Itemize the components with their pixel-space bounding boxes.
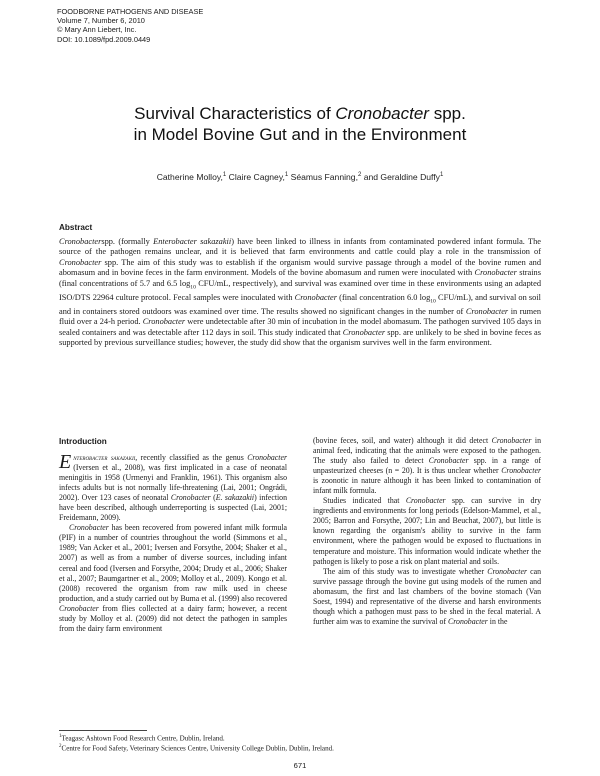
right-column <box>313 436 541 627</box>
genus-name: Cronobacter <box>405 496 446 506</box>
body-text: can survive passage through the bovine gut using models of the rumen and abomasum, the first and last chambers of the bovine stomach (Van Soest, 1994) and representative of the diverse and harsh environments though which a pathogen must pass to be shed in the fecal material. A further aim was to examine the survival of <box>313 566 541 626</box>
small-caps-lead: nterobacter sakazakii, <box>73 453 138 462</box>
abstract-body <box>59 237 541 348</box>
body-text: (bovine feces, soil, and water) although it did detect <box>313 436 492 445</box>
author-name: and Geraldine Duffy <box>363 172 440 182</box>
abstract-text: ) have been linked to illness in infants from contaminated powdered infant formula. The source of the pathogen remains unclear, and it is believed that farm environments and cattle could play a role in the transmission of <box>59 237 542 257</box>
footnote-marker: 2 <box>59 744 62 750</box>
journal-header <box>57 7 203 44</box>
abstract-text: strains (final concentrations of 5.7 and 6.5 log <box>59 268 541 288</box>
author-affiliation: 2 <box>357 172 362 179</box>
author-affiliation: 1 <box>284 172 289 179</box>
genus-name: Cronobacter <box>448 616 488 626</box>
genus-name: Cronobacter <box>501 466 541 476</box>
abstract-heading: Abstract <box>59 223 93 232</box>
footnote-marker: 1 <box>59 734 62 739</box>
body-text: spp. in a range of unpasteurized cheeses (n = 20). It is thus unclear whether <box>313 456 541 476</box>
intro-paragraph <box>313 436 541 496</box>
author-name: Claire Cagney, <box>228 172 285 182</box>
author-list <box>60 172 540 182</box>
title-line2: in Model Bovine Gut and in the Environment <box>133 125 467 144</box>
title-italic: Cronobacter <box>335 104 429 123</box>
abstract-text: spp. The aim of this study was to establish if the organism would survive passage through a model of the bovine rumen and abomasum and in bovine feces in the farm environment. Models of the bovine abomasum and rumen were inoculated with <box>59 257 541 278</box>
body-text: Studies indicated that <box>323 496 406 506</box>
footnote-divider <box>59 730 147 731</box>
body-text: (Iversen et al., 2008), was first implicated in a case of neonatal meningitis in 1958 (Urmenyi and Franklin, 1961). This organism also infects adults but is not normally life-threatening (Lai, 2001; Ongrádi, 2002). Over 123 cases of neonatal <box>59 463 287 503</box>
genus-name: Cronobacter <box>170 493 211 503</box>
body-text: in animal feed, indicating that the animals were exposed to the pathogen. The study also failed to detect <box>313 436 541 466</box>
footnotes <box>59 733 334 753</box>
journal-volume: Volume 7, Number 6, 2010 <box>57 16 145 26</box>
body-text: in the <box>487 616 508 626</box>
body-text: has been recovered from powered infant milk formula (PIF) in a number of countries throughout the world (Simmons et al., 1989; Van Acker et al., 2001; Iversen and Forsythe, 2004; Shaker et al., 2007) as well as from a number of diverse sources, including infant cereal and food (Iversen and Forsythe, 2004; Drudy et al., 2006; Shaker et al., 2007; Baumgartner et al., 2009; Molloy et al., 2009). Kongo et al. (2008) recovered the organism from raw milk used in cheese production, and a study carried out by Buma et al. (1999) also recovered <box>59 523 287 603</box>
genus-name: Cronobacter <box>69 523 109 533</box>
journal-name: FOODBORNE PATHOGENS AND DISEASE <box>57 7 204 16</box>
abstract-text: in rumen fluid over a 24-h period. <box>59 306 542 327</box>
body-text: ) infection have been described, although underreporting is suspected (Lai, 2001; Freidemann, 2009). <box>59 493 288 523</box>
abstract-text: CFU/mL, respectively), and survival was examined over time in these environments using an adapted ISO/DTS 22964 culture protocol. Fecal samples were inoculated with <box>59 278 541 302</box>
genus-name: Cronobacter <box>247 453 287 462</box>
footnote-text: Teagasc Ashtown Food Research Centre, Dublin, Ireland. <box>61 734 225 743</box>
genus-name: Cronobacter <box>59 603 99 613</box>
body-text: ( <box>210 493 216 503</box>
genus-name: Cronobacter <box>342 327 386 337</box>
intro-paragraph <box>59 453 287 523</box>
intro-paragraph <box>59 523 287 634</box>
title-prefix: Survival Characteristics of <box>134 104 336 123</box>
body-text: is zoonotic in nature although it has been linked to contamination of infant milk formula. <box>313 476 541 496</box>
abstract-text: spp. (formally <box>101 237 154 246</box>
genus-name: Cronobacter <box>294 292 338 302</box>
genus-name: Cronobacter <box>142 317 186 327</box>
abstract-text: (final concentration 6.0 log <box>337 292 431 302</box>
footnote-1 <box>59 733 334 743</box>
abstract-text: were undetectable after 30 min of incubation in the model abomasum. The pathogen survived 105 days in sealed containers and was detectable after 112 days in soil. This study indicated that <box>59 317 541 337</box>
genus-name: Cronobacter <box>465 306 509 316</box>
genus-name: Cronobacter <box>487 566 528 576</box>
abstract-text: spp. are unlikely to be shed in bovine feces as supported by previous surveillance studies; however, the study did show that the organism survives well in the farm environment. <box>59 327 542 347</box>
author-affiliation: 1 <box>222 172 227 179</box>
log-subscript: 10 <box>190 284 196 291</box>
title-suffix: spp. <box>428 104 466 123</box>
genus-name: Cronobacter <box>59 257 102 267</box>
page-number: 671 <box>293 761 307 770</box>
journal-copyright: © Mary Ann Liebert, Inc. <box>57 25 137 35</box>
genus-name: Cronobacter <box>474 268 517 278</box>
author-affiliation: 1 <box>439 172 444 179</box>
abstract-text: CFU/mL), and survival on soil and in containers stored outdoors was examined over time. The results showed no significant changes in the number of <box>59 292 541 316</box>
body-text: recently classified as the genus <box>137 453 248 462</box>
species-name: Enterobacter sakazakii <box>153 237 232 246</box>
drop-cap: E <box>59 451 72 473</box>
log-subscript: 10 <box>430 298 436 305</box>
author-name: Séamus Fanning, <box>290 172 358 182</box>
body-text: The aim of this study was to investigate whether <box>323 566 488 576</box>
genus-name: Cronobacter <box>491 436 532 445</box>
genus-name: Cronobacter <box>428 456 469 466</box>
article-title <box>60 103 540 145</box>
genus-name: Cronobacter <box>59 237 102 246</box>
intro-paragraph <box>313 567 541 627</box>
introduction-heading: Introduction <box>59 437 107 446</box>
author-name: Catherine Molloy, <box>156 172 223 182</box>
body-text: spp. can survive in dry ingredients and environments for long periods (Edelson-Mammel, et al., 2005; Barron and Forsythe, 2007; Lin and Beuchat, 2007), but little is known regarding the organism's ability to survive in the farm environment, where the pathogen would be exposed to fluctuations in temperature and moisture. This information would indicate whether the pathogen is likely to pose a risk on plant material and soils. <box>313 496 541 566</box>
species-name: E. sakazakii <box>215 493 255 503</box>
intro-paragraph <box>313 496 541 566</box>
body-text: from flies collected at a dairy farm; however, a recent study by Molloy et al. (2009) did not detect the pathogen in samples from the dairy farm environment <box>59 603 287 633</box>
footnote-2 <box>59 743 334 753</box>
journal-doi: DOI: 10.1089/fpd.2009.0449 <box>57 34 151 44</box>
left-column <box>59 453 287 634</box>
footnote-text: Centre for Food Safety, Veterinary Sciences Centre, University College Dublin, Dublin, Ireland. <box>61 744 334 753</box>
